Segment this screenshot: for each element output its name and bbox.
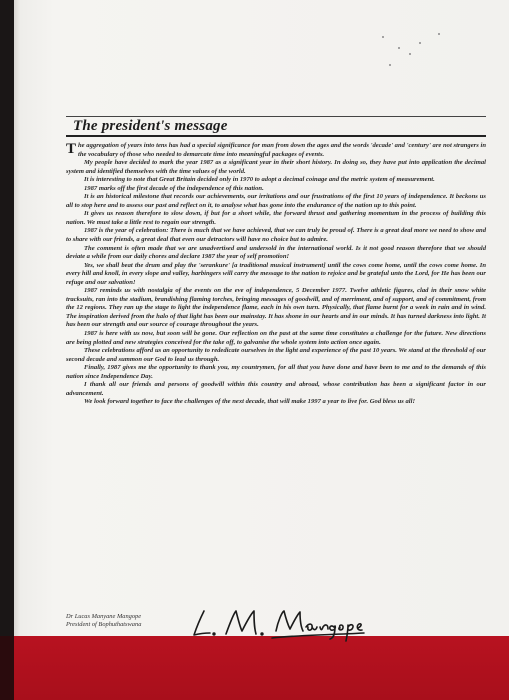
paper-speck	[398, 47, 400, 49]
paragraph: 1987 reminds us with nostalgia of the events on the eve of independence, 5 December 1977. Twelve athletic figures, clad in their snow white tracksuits, ran into the stadium, brandishing flaming torches, bringing messages of goodwill, and of merriment, and of support, and of commitment, from the 12 regions. They ran up the stage to light the independence flame, each in his own turn. Physically, that flame burnt for a week in rain and in wind. The inspiration derived from the halo of that light has been our mainstay. It has shone in our hearts and in our minds. It has turned darkness into light. It has been our strength and our source of courage throughout the years.	[66, 287, 486, 329]
paragraph: 1987 is the year of celebration: There is much that we have achieved, that we can truly be proud of. There is a great deal more we need to show and to share with our friends, a great deal that even our detractors will have no choice but to admire.	[66, 227, 486, 244]
paragraph: It gives us reason therefore to slow down, if but for a short while, the forward thrust and gathering momentum in the process of building this nation. We must take a little rest to regain our strength.	[66, 210, 486, 226]
paper-speck	[382, 36, 384, 38]
paper-speck	[438, 33, 440, 35]
paragraph: It is an historical milestone that records our achievements, our irritations and our frustrations of the first 10 years of independence. It beckons us all to stop here and to assess our past and reflect on it, to analyse what has gone into the endurance of the nation up to this point.	[66, 193, 486, 209]
paragraph: I thank all our friends and persons of goodwill within this country and abroad, whose contribution has been a significant factor in our advancement.	[66, 381, 486, 397]
handwritten-signature	[188, 603, 368, 643]
signatory-position: President of Bophuthatswana	[66, 621, 142, 628]
paragraph: My people have decided to mark the year 1987 as a significant year in their short history. In doing so, they have put into application the decimal system and identified themselves with the time values of the world.	[66, 159, 486, 175]
paragraph: It is interesting to note that Great Britain decided only in 1970 to adopt a decimal coinage and the metric system of measurement.	[84, 176, 435, 184]
paragraph: Finally, 1987 gives me the opportunity to thank you, my countrymen, for all that you have done and have been to me and to the demands of this nation since Independence Day.	[66, 364, 486, 380]
title-underline	[66, 135, 486, 137]
paragraph: 1987 marks off the first decade of the independence of this nation.	[84, 184, 264, 192]
paragraph: We look forward together to face the challenges of the next decade, that will make 1997 a year to live for. God bless us all!	[84, 398, 416, 406]
paragraph: The aggregation of years into tens has had a special significance for man from down the ages and the words 'decade' and 'century' are not strangers in the vocabulary of those who needed to demarcate time into meaningful packages of events.	[66, 141, 486, 158]
drop-cap: T	[66, 141, 77, 157]
page-title: The president's message	[73, 118, 228, 134]
paper-speck	[409, 53, 411, 55]
red-band	[14, 636, 509, 700]
paragraph: The comment is often made that we are unadvertised and undersold in the international world. Is it not good reason therefore that we should deviate a while from our daily chores and declare 1987 the year of self promotion!	[66, 244, 486, 261]
paragraph: These celebrations afford us an opportunity to rededicate ourselves in the light and experience of the past 10 years. We stand at the threshold of our second decade and summon our God to lead us through.	[66, 347, 486, 363]
paper-speck	[419, 42, 421, 44]
red-band-edge	[0, 636, 14, 700]
message-body	[66, 142, 486, 407]
signatory-name: Dr Lucas Manyane Mangope	[66, 613, 142, 620]
paper-speck	[389, 64, 391, 66]
signatory-block	[66, 613, 141, 629]
paragraph: Yes, we shall beat the drum and play the 'serankure' [a traditional musical instrument] until the cows come home, until the cows come home. In every hill and knoll, in every slope and valley, harbingers will carry the message to the nation to rejoice and be grateful unto the Lord, for He has been our refuge and our salvation!	[66, 261, 486, 286]
paragraph: 1987 is here with us now, but soon will be gone. Our reflection on the past at the same time constitutes a challenge for the future. New directions are being plotted and new strategies conceived for the take off, to galvanise the whole system into action once again.	[66, 330, 486, 346]
